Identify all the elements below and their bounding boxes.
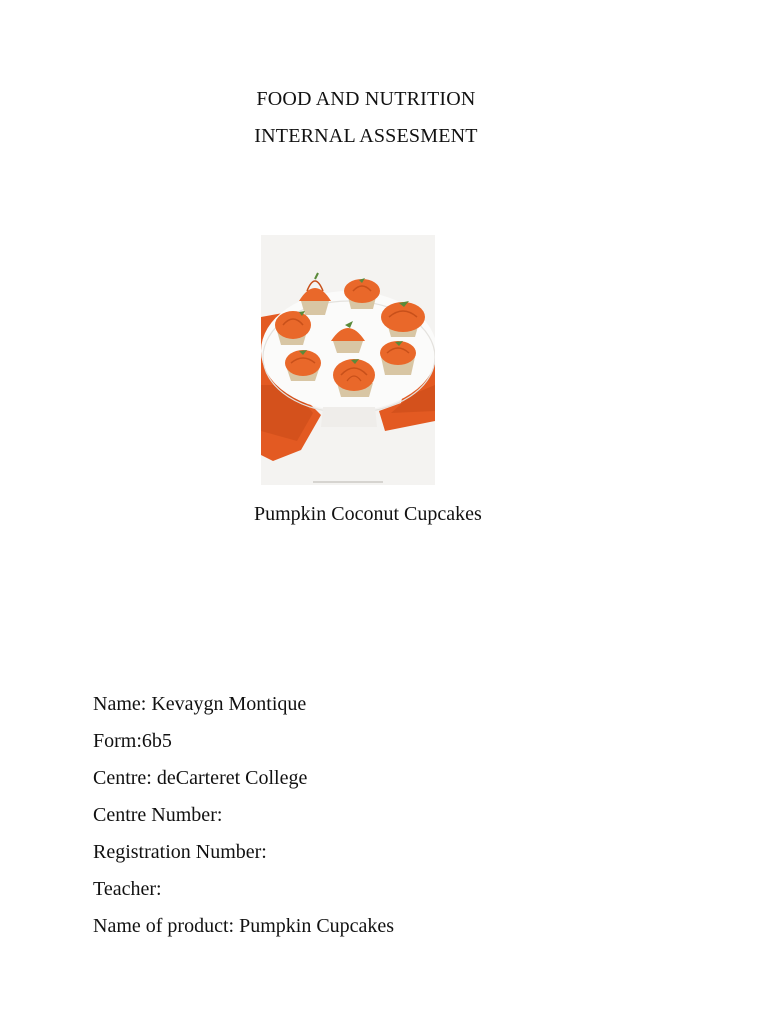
cupcake-7 [285, 350, 321, 381]
field-registration-number: Registration Number: [93, 841, 267, 863]
field-form-value: 6b5 [141, 730, 172, 752]
field-centre: Centre: deCarteret College [93, 767, 308, 789]
field-centre-number: Centre Number: [93, 804, 223, 826]
field-name: Name: Kevaygn Montique [93, 693, 307, 715]
field-name-value: Kevaygn Montique [151, 693, 307, 715]
document-title-line-2: INTERNAL ASSESMENT [254, 125, 478, 147]
document-title-line-1: FOOD AND NUTRITION [256, 88, 476, 110]
field-form: Form:6b5 [93, 730, 172, 752]
cupcake-6 [380, 341, 416, 375]
cupcakes-photo [261, 235, 435, 485]
field-teacher: Teacher: [93, 878, 162, 900]
field-product-name: Name of product: Pumpkin Cupcakes [93, 915, 395, 937]
student-details [93, 686, 394, 945]
field-product-name-value: Pumpkin Cupcakes [239, 915, 395, 937]
product-caption: Pumpkin Coconut Cupcakes [254, 503, 482, 525]
field-centre-value: deCarteret College [156, 767, 308, 789]
